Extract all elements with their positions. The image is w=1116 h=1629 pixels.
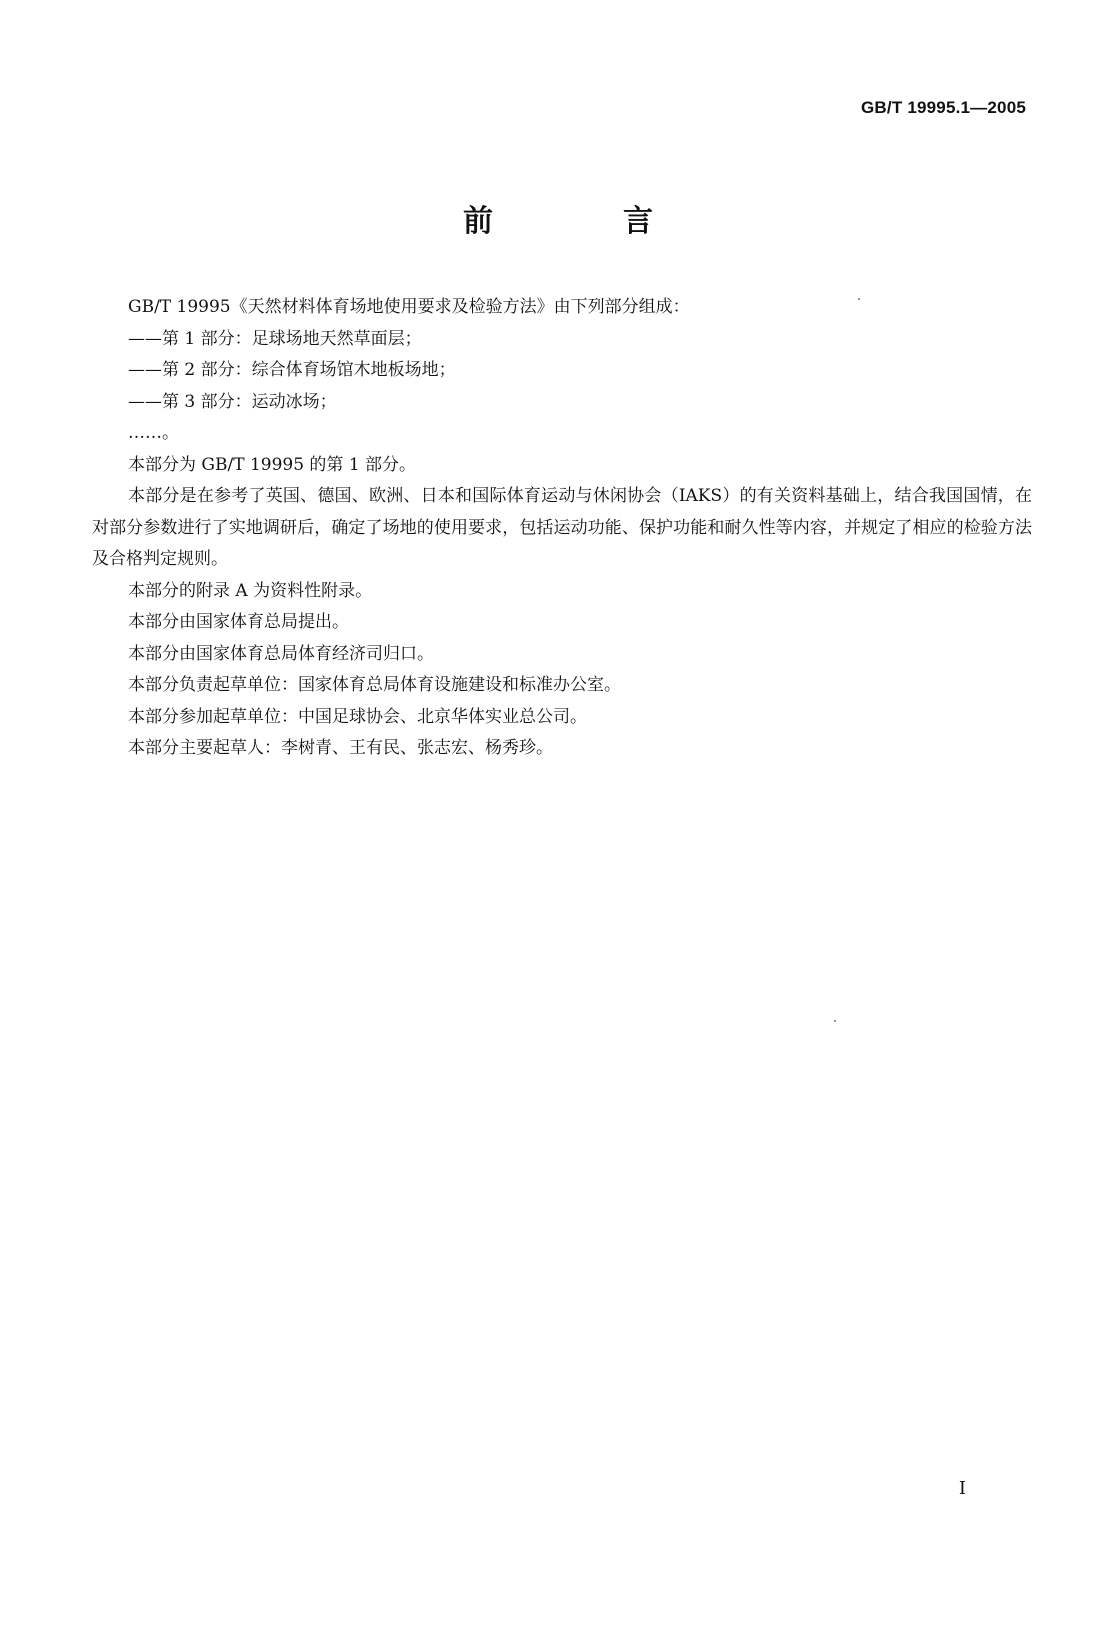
part-list-item: ——第 2 部分：综合体育场馆木地板场地；: [128, 360, 456, 380]
page-title: 前 言: [463, 204, 703, 239]
document-body: [92, 292, 1032, 765]
part-list-item: ——第 3 部分：运动冰场；: [128, 391, 337, 412]
body-paragraph: 本部分是在参考了英国、德国、欧洲、日本和国际体育运动与休闲协会（IAKS）的有关资料基础上，结合我国国情，在对部分参数进行了实地调研后，确定了场地的使用要求，包括运动功能、保护功能和耐久性等内容，并规定了相应的检验方法及合格判定规则。: [92, 486, 1032, 569]
body-paragraph: 本部分主要起草人：李树青、王有民、张志宏、杨秀珍。: [128, 738, 553, 758]
body-paragraph: 本部分的附录 A 为资料性附录。: [128, 580, 373, 601]
standard-number: GB/T 19995.1—2005: [861, 98, 1026, 117]
scan-speck: [834, 1020, 836, 1022]
intro-paragraph: GB/T 19995《天然材料体育场地使用要求及检验方法》由下列部分组成：: [128, 297, 690, 317]
ellipsis-line: ……。: [128, 423, 179, 443]
scan-speck: [858, 298, 860, 300]
page-number: I: [958, 1478, 966, 1499]
body-paragraph: 本部分负责起草单位：国家体育总局体育设施建设和标准办公室。: [128, 675, 621, 695]
part-list-item: ——第 1 部分：足球场地天然草面层；: [128, 328, 422, 349]
body-paragraph: 本部分由国家体育总局体育经济司归口。: [128, 643, 434, 664]
body-paragraph: 本部分由国家体育总局提出。: [128, 612, 349, 632]
body-paragraph: 本部分参加起草单位：中国足球协会、北京华体实业总公司。: [128, 706, 587, 727]
body-paragraph: 本部分为 GB/T 19995 的第 1 部分。: [128, 454, 417, 475]
